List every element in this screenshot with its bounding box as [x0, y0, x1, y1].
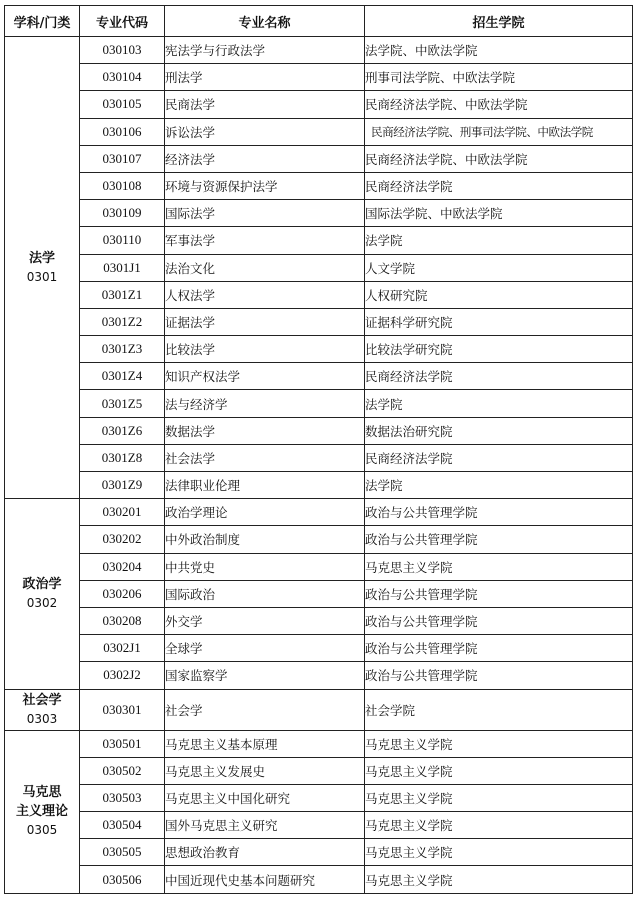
category-code: 0302 — [26, 595, 58, 610]
table-row — [5, 37, 633, 64]
school-name: 民商经济法学院 — [365, 444, 633, 471]
major-name: 比较法学 — [165, 336, 365, 363]
category-code: 0303 — [26, 711, 58, 726]
major-name: 宪法学与行政法学 — [165, 37, 365, 64]
table-row — [5, 812, 633, 839]
school-name: 政治与公共管理学院 — [365, 499, 633, 526]
major-name: 社会学 — [165, 689, 365, 730]
major-name: 马克思主义基本原理 — [165, 730, 365, 757]
major-code: 030202 — [80, 526, 165, 553]
category-cell — [5, 689, 80, 730]
school-name: 民商经济法学院、中欧法学院 — [365, 91, 633, 118]
major-name: 刑法学 — [165, 64, 365, 91]
category-code: 0305 — [26, 823, 58, 838]
school-name: 证据科学研究院 — [365, 308, 633, 335]
school-name: 民商经济法学院 — [365, 363, 633, 390]
school-name: 马克思主义学院 — [365, 839, 633, 866]
major-name: 国外马克思主义研究 — [165, 812, 365, 839]
school-name: 马克思主义学院 — [365, 730, 633, 757]
school-name: 马克思主义学院 — [365, 812, 633, 839]
school-name: 人文学院 — [365, 254, 633, 281]
table-row — [5, 526, 633, 553]
major-name: 证据法学 — [165, 308, 365, 335]
category-code: 0301 — [26, 269, 58, 284]
major-code: 0301Z2 — [80, 308, 165, 335]
major-name: 政治学理论 — [165, 499, 365, 526]
major-code: 030504 — [80, 812, 165, 839]
school-name: 比较法学研究院 — [365, 336, 633, 363]
category-cell — [5, 499, 80, 689]
school-name: 马克思主义学院 — [365, 784, 633, 811]
table-row — [5, 336, 633, 363]
header-code: 专业代码 — [80, 6, 165, 37]
school-name: 法学院、中欧法学院 — [365, 37, 633, 64]
major-code: 030505 — [80, 839, 165, 866]
major-name: 国际政治 — [165, 580, 365, 607]
table-row — [5, 227, 633, 254]
table-row — [5, 118, 633, 145]
major-name: 全球学 — [165, 635, 365, 662]
table-row — [5, 635, 633, 662]
school-name: 民商经济法学院 — [365, 172, 633, 199]
major-name: 国家监察学 — [165, 662, 365, 689]
category-name: 法学 — [28, 250, 55, 266]
major-name: 数据法学 — [165, 417, 365, 444]
major-name: 民商法学 — [165, 91, 365, 118]
major-code: 030501 — [80, 730, 165, 757]
school-name: 政治与公共管理学院 — [365, 662, 633, 689]
major-code: 0302J1 — [80, 635, 165, 662]
table-row — [5, 200, 633, 227]
major-code: 0301Z1 — [80, 281, 165, 308]
major-name: 中共党史 — [165, 553, 365, 580]
table-row — [5, 730, 633, 757]
school-name: 国际法学院、中欧法学院 — [365, 200, 633, 227]
major-name: 思想政治教育 — [165, 839, 365, 866]
school-name: 马克思主义学院 — [365, 553, 633, 580]
majors-table — [4, 5, 633, 894]
header-name: 专业名称 — [165, 6, 365, 37]
major-code: 030104 — [80, 64, 165, 91]
major-name: 军事法学 — [165, 227, 365, 254]
category-cell — [5, 730, 80, 893]
category-name: 主义理论 — [15, 804, 68, 820]
major-name: 外交学 — [165, 607, 365, 634]
major-name: 中国近现代史基本问题研究 — [165, 866, 365, 893]
major-code: 030506 — [80, 866, 165, 893]
major-code: 030103 — [80, 37, 165, 64]
major-code: 0301Z9 — [80, 472, 165, 499]
header-school: 招生学院 — [365, 6, 633, 37]
school-name: 政治与公共管理学院 — [365, 580, 633, 607]
school-name: 法学院 — [365, 227, 633, 254]
table-body — [5, 37, 633, 894]
header-category: 学科/门类 — [5, 6, 80, 37]
table-row — [5, 662, 633, 689]
table-row — [5, 757, 633, 784]
school-name: 政治与公共管理学院 — [365, 526, 633, 553]
major-name: 人权法学 — [165, 281, 365, 308]
school-name: 数据法治研究院 — [365, 417, 633, 444]
category-cell — [5, 37, 80, 499]
major-code: 030105 — [80, 91, 165, 118]
school-name: 政治与公共管理学院 — [365, 607, 633, 634]
table-row — [5, 281, 633, 308]
major-code: 0301Z3 — [80, 336, 165, 363]
major-code: 030201 — [80, 499, 165, 526]
table-row — [5, 363, 633, 390]
school-name: 社会学院 — [365, 689, 633, 730]
table-row — [5, 444, 633, 471]
school-name: 民商经济法学院、中欧法学院 — [365, 145, 633, 172]
table-row — [5, 145, 633, 172]
category-name: 政治学 — [22, 576, 62, 592]
major-code: 030502 — [80, 757, 165, 784]
table-row — [5, 553, 633, 580]
major-code: 030301 — [80, 689, 165, 730]
table-row — [5, 784, 633, 811]
school-name: 马克思主义学院 — [365, 757, 633, 784]
major-code: 030110 — [80, 227, 165, 254]
school-name: 马克思主义学院 — [365, 866, 633, 893]
school-name: 政治与公共管理学院 — [365, 635, 633, 662]
major-name: 环境与资源保护法学 — [165, 172, 365, 199]
major-code: 030109 — [80, 200, 165, 227]
category-name: 社会学 — [22, 692, 62, 708]
major-code: 030108 — [80, 172, 165, 199]
major-code: 030503 — [80, 784, 165, 811]
category-name: 马克思 — [22, 785, 62, 801]
major-code: 030106 — [80, 118, 165, 145]
major-code: 0301Z4 — [80, 363, 165, 390]
major-name: 社会法学 — [165, 444, 365, 471]
major-code: 0301Z6 — [80, 417, 165, 444]
table-row — [5, 866, 633, 893]
school-name: 刑事司法学院、中欧法学院 — [365, 64, 633, 91]
major-code: 0301J1 — [80, 254, 165, 281]
school-name: 人权研究院 — [365, 281, 633, 308]
table-row — [5, 390, 633, 417]
table-row — [5, 839, 633, 866]
major-name: 马克思主义发展史 — [165, 757, 365, 784]
major-name: 经济法学 — [165, 145, 365, 172]
major-name: 马克思主义中国化研究 — [165, 784, 365, 811]
table-row — [5, 417, 633, 444]
header-row — [5, 6, 633, 37]
table-row — [5, 499, 633, 526]
table-row — [5, 64, 633, 91]
major-name: 法律职业伦理 — [165, 472, 365, 499]
school-name: 法学院 — [365, 472, 633, 499]
major-code: 0301Z8 — [80, 444, 165, 471]
school-name: 民商经济法学院、刑事司法学院、中欧法学院 — [365, 118, 633, 145]
school-name: 法学院 — [365, 390, 633, 417]
major-name: 诉讼法学 — [165, 118, 365, 145]
major-code: 0301Z5 — [80, 390, 165, 417]
table-row — [5, 472, 633, 499]
major-name: 中外政治制度 — [165, 526, 365, 553]
major-name: 法治文化 — [165, 254, 365, 281]
table-row — [5, 308, 633, 335]
major-code: 030204 — [80, 553, 165, 580]
table-row — [5, 689, 633, 730]
table-row — [5, 172, 633, 199]
major-name: 法与经济学 — [165, 390, 365, 417]
table-row — [5, 580, 633, 607]
table-row — [5, 91, 633, 118]
major-code: 030107 — [80, 145, 165, 172]
major-code: 030206 — [80, 580, 165, 607]
major-code: 030208 — [80, 607, 165, 634]
table-row — [5, 607, 633, 634]
table-row — [5, 254, 633, 281]
major-name: 知识产权法学 — [165, 363, 365, 390]
major-name: 国际法学 — [165, 200, 365, 227]
major-code: 0302J2 — [80, 662, 165, 689]
